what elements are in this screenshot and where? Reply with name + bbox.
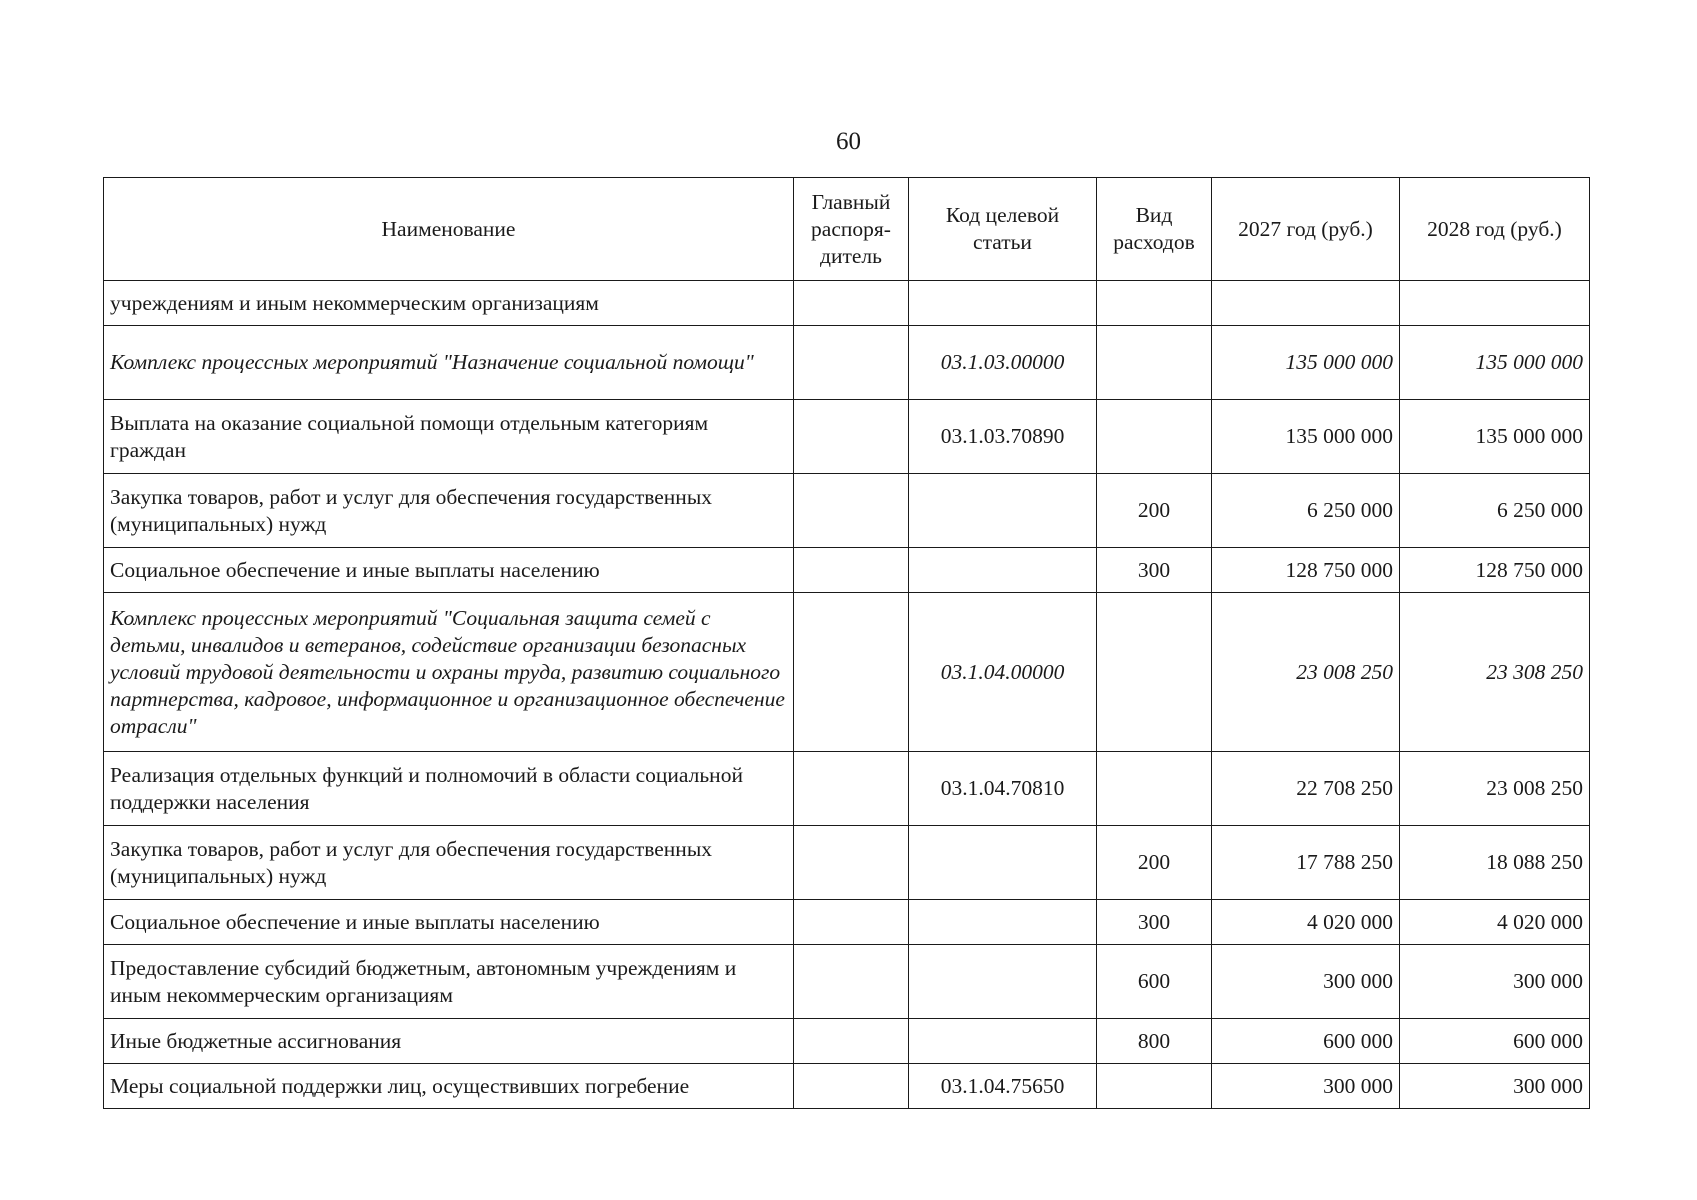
cell-2027: 17 788 250: [1212, 826, 1400, 900]
cell-2027: 300 000: [1212, 1064, 1400, 1109]
cell-code: [909, 1019, 1097, 1064]
cell-2028: 128 750 000: [1400, 548, 1590, 593]
table-row: [104, 752, 1590, 826]
cell-2028: 23 008 250: [1400, 752, 1590, 826]
cell-2028: 4 020 000: [1400, 900, 1590, 945]
cell-manager: [794, 900, 909, 945]
header-2028: 2028 год (руб.): [1400, 178, 1590, 281]
cell-name: Меры социальной поддержки лиц, осуществивших погребение: [104, 1064, 794, 1109]
budget-table: [103, 177, 1590, 1109]
cell-manager: [794, 548, 909, 593]
cell-code: 03.1.04.75650: [909, 1064, 1097, 1109]
table-row: [104, 1019, 1590, 1064]
cell-type: [1097, 593, 1212, 752]
cell-manager: [794, 474, 909, 548]
cell-name: Иные бюджетные ассигнования: [104, 1019, 794, 1064]
cell-name: Социальное обеспечение и иные выплаты населению: [104, 900, 794, 945]
cell-name: учреждениям и иным некоммерческим организациям: [104, 281, 794, 326]
cell-code: 03.1.03.70890: [909, 400, 1097, 474]
cell-2027: 6 250 000: [1212, 474, 1400, 548]
cell-name: Комплекс процессных мероприятий "Назначение социальной помощи": [104, 326, 794, 400]
header-2027: 2027 год (руб.): [1212, 178, 1400, 281]
cell-2027: [1212, 281, 1400, 326]
header-code: Код целевой статьи: [909, 178, 1097, 281]
cell-type: 600: [1097, 945, 1212, 1019]
cell-manager: [794, 752, 909, 826]
cell-2028: 23 308 250: [1400, 593, 1590, 752]
cell-manager: [794, 281, 909, 326]
cell-type: [1097, 1064, 1212, 1109]
cell-2027: 135 000 000: [1212, 400, 1400, 474]
cell-manager: [794, 945, 909, 1019]
header-type: Вид расходов: [1097, 178, 1212, 281]
cell-2028: 300 000: [1400, 945, 1590, 1019]
cell-2027: 128 750 000: [1212, 548, 1400, 593]
cell-2028: [1400, 281, 1590, 326]
cell-2027: 300 000: [1212, 945, 1400, 1019]
cell-code: [909, 945, 1097, 1019]
cell-2027: 23 008 250: [1212, 593, 1400, 752]
table-row: [104, 474, 1590, 548]
header-manager: Главный распоря-дитель: [794, 178, 909, 281]
cell-type: 300: [1097, 900, 1212, 945]
cell-name: Закупка товаров, работ и услуг для обеспечения государственных (муниципальных) нужд: [104, 474, 794, 548]
cell-manager: [794, 826, 909, 900]
table-row: [104, 826, 1590, 900]
cell-2027: 600 000: [1212, 1019, 1400, 1064]
cell-manager: [794, 1019, 909, 1064]
cell-2028: 18 088 250: [1400, 826, 1590, 900]
cell-code: [909, 281, 1097, 326]
cell-manager: [794, 593, 909, 752]
table-row: [104, 900, 1590, 945]
cell-2028: 135 000 000: [1400, 400, 1590, 474]
cell-name: Социальное обеспечение и иные выплаты населению: [104, 548, 794, 593]
table-row: [104, 945, 1590, 1019]
cell-manager: [794, 400, 909, 474]
cell-code: 03.1.04.00000: [909, 593, 1097, 752]
cell-type: 200: [1097, 826, 1212, 900]
cell-name: Выплата на оказание социальной помощи отдельным категориям граждан: [104, 400, 794, 474]
table-row: [104, 326, 1590, 400]
table-row: [104, 548, 1590, 593]
cell-2027: 4 020 000: [1212, 900, 1400, 945]
cell-2028: 6 250 000: [1400, 474, 1590, 548]
cell-code: [909, 474, 1097, 548]
cell-name: Предоставление субсидий бюджетным, автономным учреждениям и иным некоммерческим организациям: [104, 945, 794, 1019]
cell-code: [909, 548, 1097, 593]
cell-2027: 135 000 000: [1212, 326, 1400, 400]
cell-name: Реализация отдельных функций и полномочий в области социальной поддержки населения: [104, 752, 794, 826]
table-row: [104, 400, 1590, 474]
cell-name: Закупка товаров, работ и услуг для обеспечения государственных (муниципальных) нужд: [104, 826, 794, 900]
cell-type: [1097, 326, 1212, 400]
cell-2027: 22 708 250: [1212, 752, 1400, 826]
table-header-row: [104, 178, 1590, 281]
cell-type: 800: [1097, 1019, 1212, 1064]
page-number: 60: [836, 128, 861, 155]
cell-code: 03.1.03.00000: [909, 326, 1097, 400]
cell-name: Комплекс процессных мероприятий "Социальная защита семей с детьми, инвалидов и ветеранов, содействие организации безопасных условий трудовой деятельности и охраны труда, развитию социального партнерства, кадровое, информационное и организационное обеспечение отрасли": [104, 593, 794, 752]
table-row: [104, 1064, 1590, 1109]
cell-2028: 600 000: [1400, 1019, 1590, 1064]
cell-2028: 300 000: [1400, 1064, 1590, 1109]
cell-type: [1097, 400, 1212, 474]
cell-manager: [794, 1064, 909, 1109]
cell-type: [1097, 281, 1212, 326]
cell-type: 200: [1097, 474, 1212, 548]
cell-2028: 135 000 000: [1400, 326, 1590, 400]
cell-code: 03.1.04.70810: [909, 752, 1097, 826]
cell-code: [909, 826, 1097, 900]
header-name: Наименование: [104, 178, 794, 281]
cell-code: [909, 900, 1097, 945]
cell-type: [1097, 752, 1212, 826]
cell-type: 300: [1097, 548, 1212, 593]
table-row: [104, 281, 1590, 326]
table-row: [104, 593, 1590, 752]
cell-manager: [794, 326, 909, 400]
